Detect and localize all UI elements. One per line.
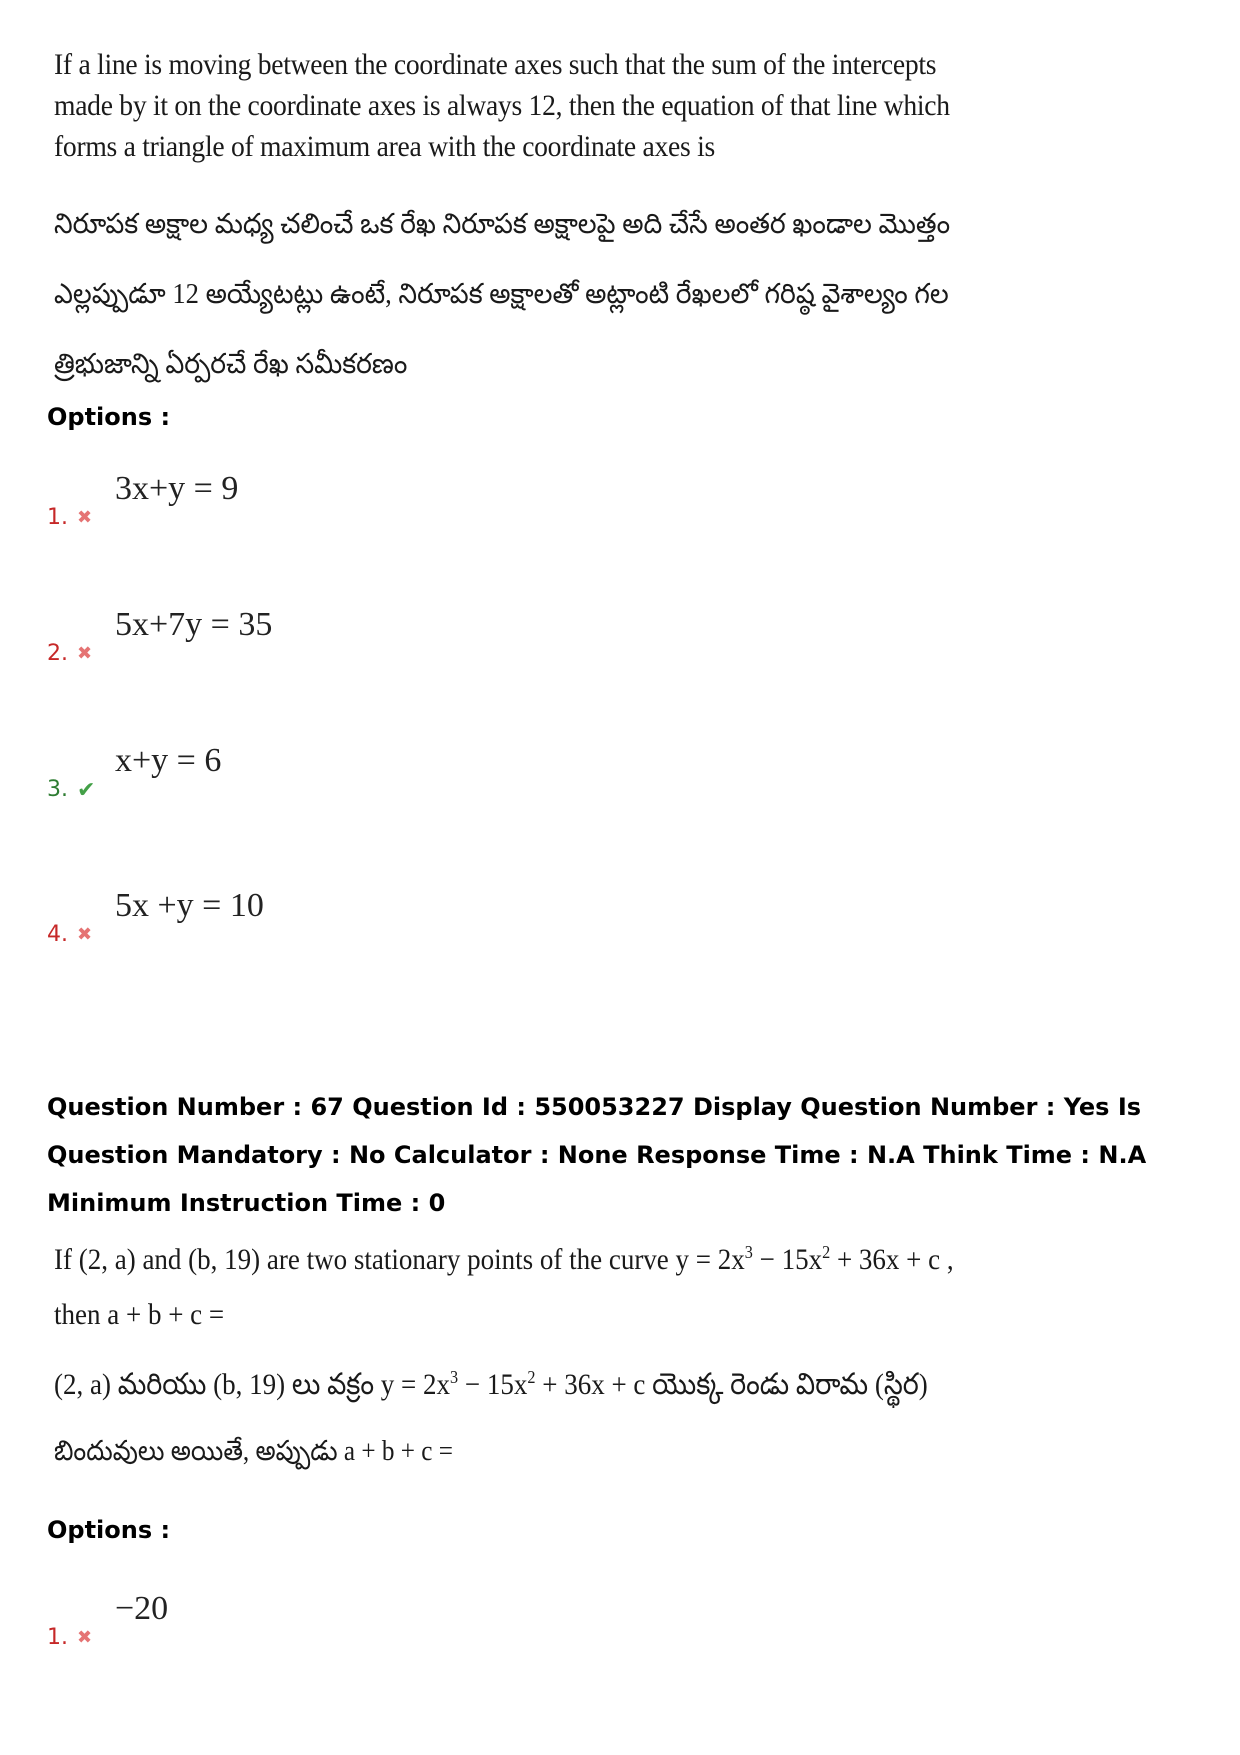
cross-icon: ✖: [77, 924, 93, 945]
option-equation: −20: [115, 1590, 169, 1627]
question-2-english-line-1: If (2, a) and (b, 19) are two stationary points of the curve $y = 2x^3 - 15x^2 + 36x + c$ ,: [54, 1242, 954, 1276]
cross-icon: ✖: [77, 507, 93, 528]
question-line: made by it on the coordinate axes is always 12, then the equation of that line which: [54, 89, 950, 122]
question-metadata: Question Number : 67 Question Id : 550053227 Display Question Number : Yes Is Question Mandatory : No Calculator : None Response Time : N.A Think Time : N.A Minimum Instruction Time : 0: [47, 1093, 1147, 1217]
question-line: త్రిభుజాన్ని ఏర్పరచే రేఖ సమీకరణం: [54, 349, 408, 380]
cross-icon: ✖: [77, 643, 93, 664]
question-2-english-line-2: then a + b + c =: [54, 1298, 225, 1331]
option-equation: 5x+7y = 35: [115, 606, 273, 643]
question-1-english: [54, 44, 950, 167]
options-label: Options :: [47, 403, 171, 431]
option-number: 1.: [47, 505, 68, 530]
question-line: ఎల్లప్పుడూ 12 అయ్యేటట్లు ఉంటే, నిరూపక అక్షాలతో అట్లాంటి రేఖలలో గరిష్ఠ వైశాల్యం గల: [54, 279, 949, 310]
question-line: నిరూపక అక్షాల మధ్య చలించే ఒక రేఖ నిరూపక అక్షాలపై అది చేసే అంతర ఖండాల మొత్తం: [54, 209, 951, 240]
cross-icon: ✖: [77, 1627, 93, 1648]
question-2-telugu-line-2: బిందువులు అయితే, అప్పుడు a + b + c =: [54, 1436, 453, 1467]
check-icon: ✔: [77, 778, 96, 803]
options-label: Options :: [47, 1516, 171, 1544]
option-number: 3.: [47, 777, 68, 802]
option-number: 2.: [47, 641, 68, 666]
question-line: If a line is moving between the coordinate axes such that the sum of the intercepts: [54, 48, 937, 81]
option-number: 4.: [47, 922, 68, 947]
question-1-telugu: [54, 190, 950, 400]
question-2-telugu-line-1: (2, a) మరియు (b, 19) లు వక్రం $y = 2x^3 - 15x^2 + 36x + c$ యొక్క రెండు విరామ (స్థిర): [54, 1367, 928, 1401]
option-equation: x+y = 6: [115, 742, 222, 779]
option-equation: 5x +y = 10: [115, 887, 264, 924]
question-line: forms a triangle of maximum area with the coordinate axes is: [54, 130, 715, 163]
option-equation: 3x+y = 9: [115, 470, 239, 507]
option-number: 1.: [47, 1625, 68, 1650]
